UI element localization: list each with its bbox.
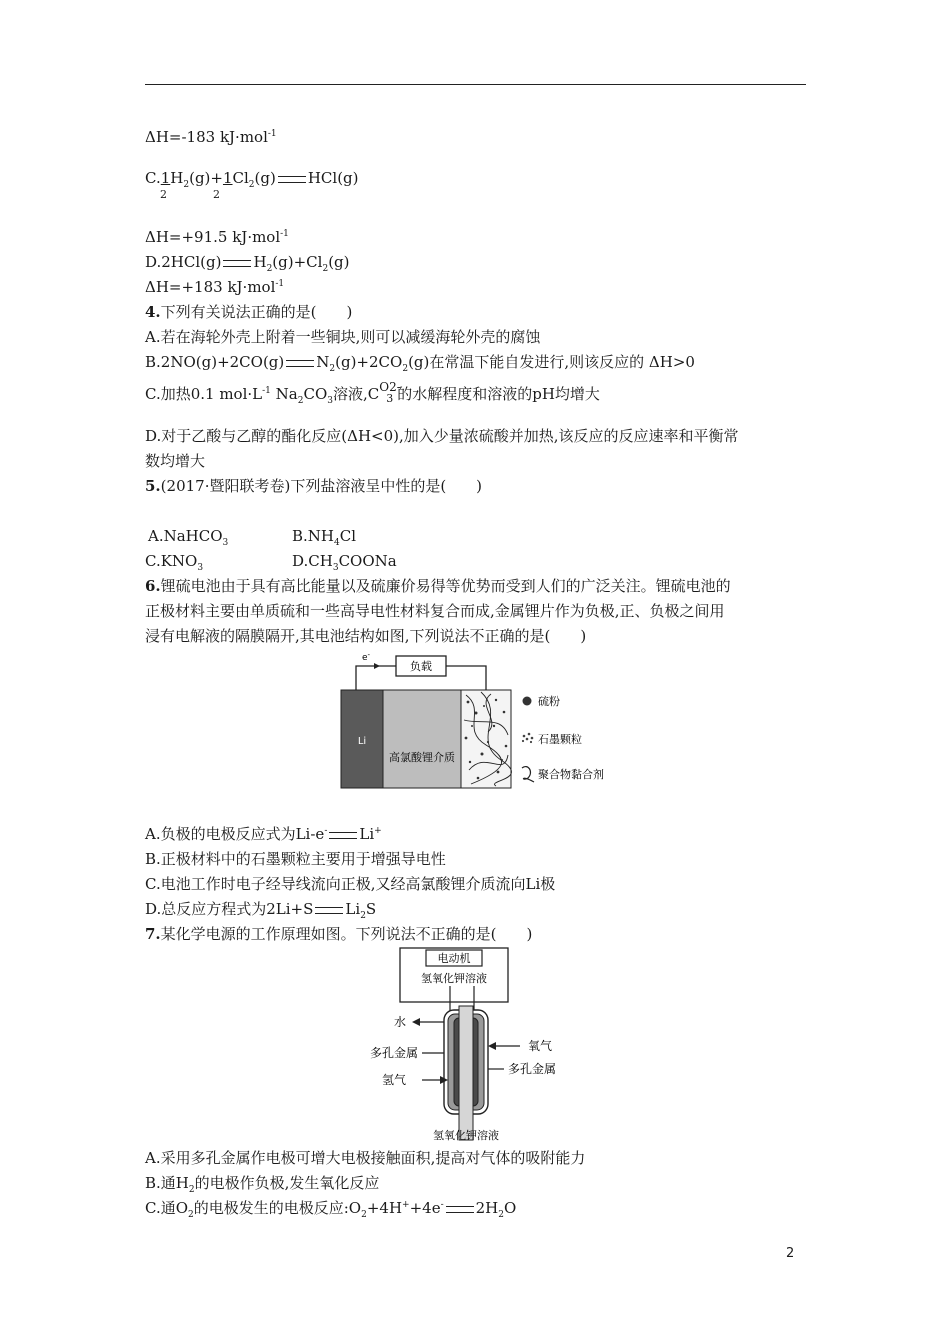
text: 溶液,C (333, 385, 380, 403)
subscript: 2 (297, 396, 304, 406)
text: 某化学电源的工作原理如图。下列说法不正确的是( ) (160, 925, 533, 943)
subscript: 2 (329, 364, 336, 374)
text: D.总反应方程式为2Li+S (145, 900, 314, 918)
motor-label: 电动机 (437, 952, 471, 965)
text: (g) (328, 253, 350, 271)
graphite-legend-marker (522, 733, 533, 743)
text: C. (145, 169, 161, 187)
electrolyte-medium (383, 690, 461, 788)
q3-option-b-enthalpy (145, 127, 277, 147)
page-number: 2 (786, 1246, 795, 1261)
question-number: 4. (145, 303, 161, 321)
subscript: 2 (361, 1210, 367, 1220)
text: HCl(g) (307, 169, 359, 187)
superscript: - (440, 1200, 444, 1210)
text: C.KNO (145, 552, 198, 570)
q4-stem (145, 302, 352, 322)
superscript: + (402, 1200, 410, 1210)
text: Li (345, 900, 361, 918)
fraction-numerator: 1 (160, 169, 171, 187)
text: (g)在常温下能自发进行,则该反应的 ΔH>0 (408, 353, 695, 371)
text: 锂硫电池由于具有高比能量以及硫廉价易得等优势而受到人们的广泛关注。锂硫电池的 (160, 577, 731, 595)
text: (g)+Cl (272, 253, 323, 271)
q7-option-a: A.采用多孔金属作电极可增大电极接触面积,提高对气体的吸附能力 (145, 1149, 586, 1167)
q6-option-b: B.正极材料中的石墨颗粒主要用于增强导电性 (145, 850, 446, 868)
lithium-label: Li (357, 736, 367, 747)
subscript: 3 (197, 563, 204, 573)
legend-sulfur: 硫粉 (538, 695, 560, 708)
text: A.NaHCO (148, 527, 223, 545)
subscript: 2 (248, 180, 255, 190)
electron-arrow (374, 663, 380, 669)
legend-graphite: 石墨颗粒 (538, 733, 582, 746)
hydrogen-label: 氢气 (381, 1073, 406, 1087)
text: (2017·暨阳联考卷)下列盐溶液呈中性的是( ) (160, 477, 483, 495)
q5-option-a (148, 526, 228, 546)
text: B.通H (145, 1174, 189, 1192)
q3-option-c (145, 168, 359, 188)
text: A.负极的电极反应式为Li-e (145, 825, 325, 843)
text: CO (303, 385, 328, 403)
text: 的电极作负极,发生氧化反应 (194, 1174, 380, 1192)
subscript: 4 (334, 538, 340, 548)
text: H (170, 169, 184, 187)
equilibrium-sign (329, 832, 357, 839)
electron-label: e- (362, 651, 371, 663)
q3-option-d (145, 252, 350, 272)
subscript: 2 (360, 911, 366, 921)
text: +4e (409, 1199, 441, 1217)
subscript: 2 (322, 264, 329, 274)
text: Na (270, 385, 298, 403)
polymer-legend-marker (522, 767, 534, 782)
text: 的电极发生的电极反应:O (193, 1199, 362, 1217)
q5-option-b (292, 526, 356, 546)
text: ΔH=-183 kJ·mol (145, 128, 268, 146)
q5-stem (145, 476, 482, 496)
porous-right-label: 多孔金属 (508, 1062, 557, 1076)
q6-stem-line1 (145, 576, 731, 596)
q6-option-d (145, 899, 376, 919)
text: B.2NO(g)+2CO(g) (145, 353, 285, 371)
text: Cl (232, 169, 249, 187)
koh-bottom-label: 氢氧化钾溶液 (433, 1129, 499, 1142)
equilibrium-sign (223, 260, 251, 267)
equilibrium-sign (315, 907, 343, 914)
header-rule (145, 84, 806, 85)
q3-option-d-enthalpy (145, 277, 284, 297)
subscript: 2 (266, 264, 273, 274)
water-label: 水 (393, 1015, 406, 1029)
text: D.CH (292, 552, 333, 570)
equilibrium-sign (286, 360, 314, 367)
superscript: -1 (275, 279, 285, 289)
legend-polymer: 聚合物黏合剂 (538, 768, 604, 781)
oxygen-arrow-head (488, 1042, 496, 1050)
question-number: 6. (145, 577, 161, 595)
text: N (316, 353, 330, 371)
fraction-denominator: 2 (160, 188, 167, 201)
text: ΔH=+91.5 kJ·mol (145, 228, 281, 246)
q6-option-c: C.电池工作时电子经导线流向正极,又经高氯酸锂介质流向Li极 (145, 875, 556, 893)
superscript: - (324, 826, 328, 836)
q7-option-c (145, 1198, 516, 1218)
q4-option-b (145, 352, 695, 372)
porous-left-label: 多孔金属 (369, 1046, 418, 1060)
text: +4H (366, 1199, 403, 1217)
q5-option-c (145, 551, 203, 571)
oxygen-label: 氧气 (528, 1039, 553, 1053)
subscript: 2 (188, 1185, 195, 1195)
medium-label: 高氯酸锂介质 (389, 751, 455, 764)
text: 2H (475, 1199, 499, 1217)
text: (g) (254, 169, 276, 187)
question-number: 7. (145, 925, 161, 943)
load-label: 负载 (410, 660, 432, 673)
q6-stem-line3: 浸有电解液的隔膜隔开,其电池结构如图,下列说法不正确的是( ) (145, 627, 587, 645)
equilibrium-sign (278, 176, 306, 183)
text: O (504, 1199, 517, 1217)
text: Li (359, 825, 375, 843)
text: D.2HCl(g) (145, 253, 222, 271)
water-arrow-head (412, 1018, 420, 1026)
ion-superscript: O2- (379, 380, 401, 394)
wire-left (356, 666, 396, 690)
superscript: + (374, 826, 382, 836)
q4-option-d-line2: 数均增大 (145, 452, 206, 470)
carbonate-ion (379, 380, 401, 405)
koh-top-label: 氢氧化钾溶液 (421, 972, 487, 985)
q4-option-c (145, 380, 600, 406)
subscript: 2 (183, 180, 190, 190)
fraction-numerator: 1 (222, 169, 233, 187)
wire-right (446, 666, 486, 690)
text: C.通O (145, 1199, 189, 1217)
text: 下列有关说法正确的是( ) (160, 303, 353, 321)
text: ΔH=+183 kJ·mol (145, 278, 276, 296)
q4-option-a: A.若在海轮外壳上附着一些铜块,则可以减缓海轮外壳的腐蚀 (145, 328, 541, 346)
q4-option-d-line1: D.对于乙酸与乙醇的酯化反应(ΔH<0),加入少量浓硫酸并加热,该反应的反应速率和平衡常 (145, 427, 739, 445)
q5-option-d (292, 551, 397, 571)
lithium-sulfur-battery-diagram (336, 650, 616, 792)
subscript: 3 (327, 396, 333, 406)
text: (g)+ (189, 169, 223, 187)
text: (g)+2CO (335, 353, 403, 371)
q6-stem-line2: 正极材料主要由单质硫和一些高导电性材料复合而成,金属锂片作为负极,正、负极之间用 (145, 602, 725, 620)
fuel-cell-diagram (360, 946, 580, 1144)
text: 的水解程度和溶液的pH均增大 (397, 385, 600, 403)
text: H (253, 253, 267, 271)
superscript: -1 (280, 229, 289, 239)
q3-option-c-enthalpy (145, 227, 289, 247)
text: COONa (338, 552, 397, 570)
equilibrium-sign (446, 1206, 474, 1213)
subscript: 2 (498, 1210, 504, 1220)
sulfur-legend-marker (523, 697, 532, 706)
q6-option-a (145, 824, 382, 844)
text: C.加热0.1 mol·L (145, 385, 263, 403)
superscript: -1 (267, 129, 277, 139)
ion-subscript: 3 (386, 392, 394, 405)
fraction-denominator: 2 (213, 188, 220, 201)
subscript: 2 (402, 364, 409, 374)
subscript: 3 (222, 538, 229, 548)
question-number: 5. (145, 477, 161, 495)
subscript: 3 (332, 563, 339, 573)
q7-option-b (145, 1173, 379, 1193)
subscript: 2 (188, 1210, 194, 1220)
text: S (365, 900, 377, 918)
q7-stem (145, 924, 532, 944)
text: B.NH (292, 527, 334, 545)
superscript: -1 (262, 386, 271, 396)
text: Cl (339, 527, 357, 545)
center-channel (459, 1006, 473, 1140)
